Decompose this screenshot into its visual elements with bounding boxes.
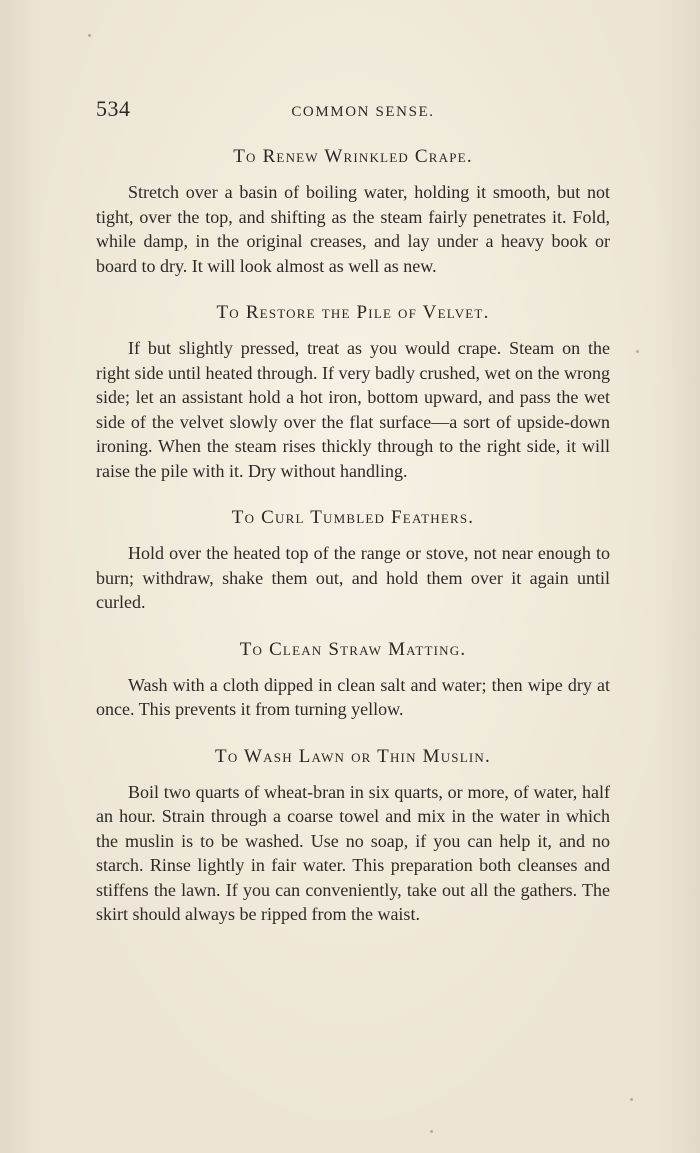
section-curl-feathers (96, 507, 610, 615)
section-body: Wash with a cloth dipped in clean salt and water; then wipe dry at once. This prevents it from turning yellow. (96, 674, 610, 719)
section-heading: To Restore the Pile of Velvet. (216, 302, 490, 323)
page-number: 534 (96, 96, 131, 121)
section-heading: To Renew Wrinkled Crape. (233, 146, 473, 167)
section-restore-velvet (96, 302, 610, 483)
section-heading: To Clean Straw Matting. (239, 638, 467, 660)
page-content (96, 146, 610, 951)
paper-speck (430, 1130, 433, 1133)
paper-speck (88, 34, 91, 37)
section-wash-lawn (96, 746, 610, 927)
section-body: Stretch over a basin of boiling water, holding it smooth, but not tight, over the top, and shifting as the steam fairly penetrates it. Fold, while damp, in the original creases, and lay under a heavy book or board to dry. It will look almost as well as new. (96, 182, 610, 276)
section-clean-matting (96, 639, 610, 722)
section-body: Hold over the heated top of the range or stove, not near enough to burn; withdraw, shake them out, and hold them over it again until curled. (96, 543, 610, 612)
running-title: COMMON SENSE. (291, 104, 435, 120)
section-heading: To Wash Lawn or Thin Muslin. (215, 745, 491, 767)
section-body: If but slightly pressed, treat as you would crape. Steam on the right side until heated through. If very badly crushed, wet on the wrong side; let an assistant hold a hot iron, bottom upward, and pass the wet side of the velvet slowly over the flat surface—a sort of upside-down ironing. When the steam rises thickly through to the right side, it will raise the pile with it. Dry without handling. (96, 338, 610, 481)
section-heading: To Curl Tumbled Feathers. (231, 507, 475, 528)
section-body: Boil two quarts of wheat-bran in six quarts, or more, of water, half an hour. Strain through a coarse towel and mix in the water in which the muslin is to be washed. Use no soap, if you can help it, and no starch. Rinse lightly in fair water. This preparation both cleanses and stiffens the lawn. If you can conveniently, take out all the gathers. The skirt should always be ripped from the waist. (96, 781, 610, 924)
section-renew-crape (96, 146, 610, 278)
paper-speck (636, 350, 639, 353)
paper-speck (630, 1098, 633, 1101)
running-head (96, 96, 612, 126)
